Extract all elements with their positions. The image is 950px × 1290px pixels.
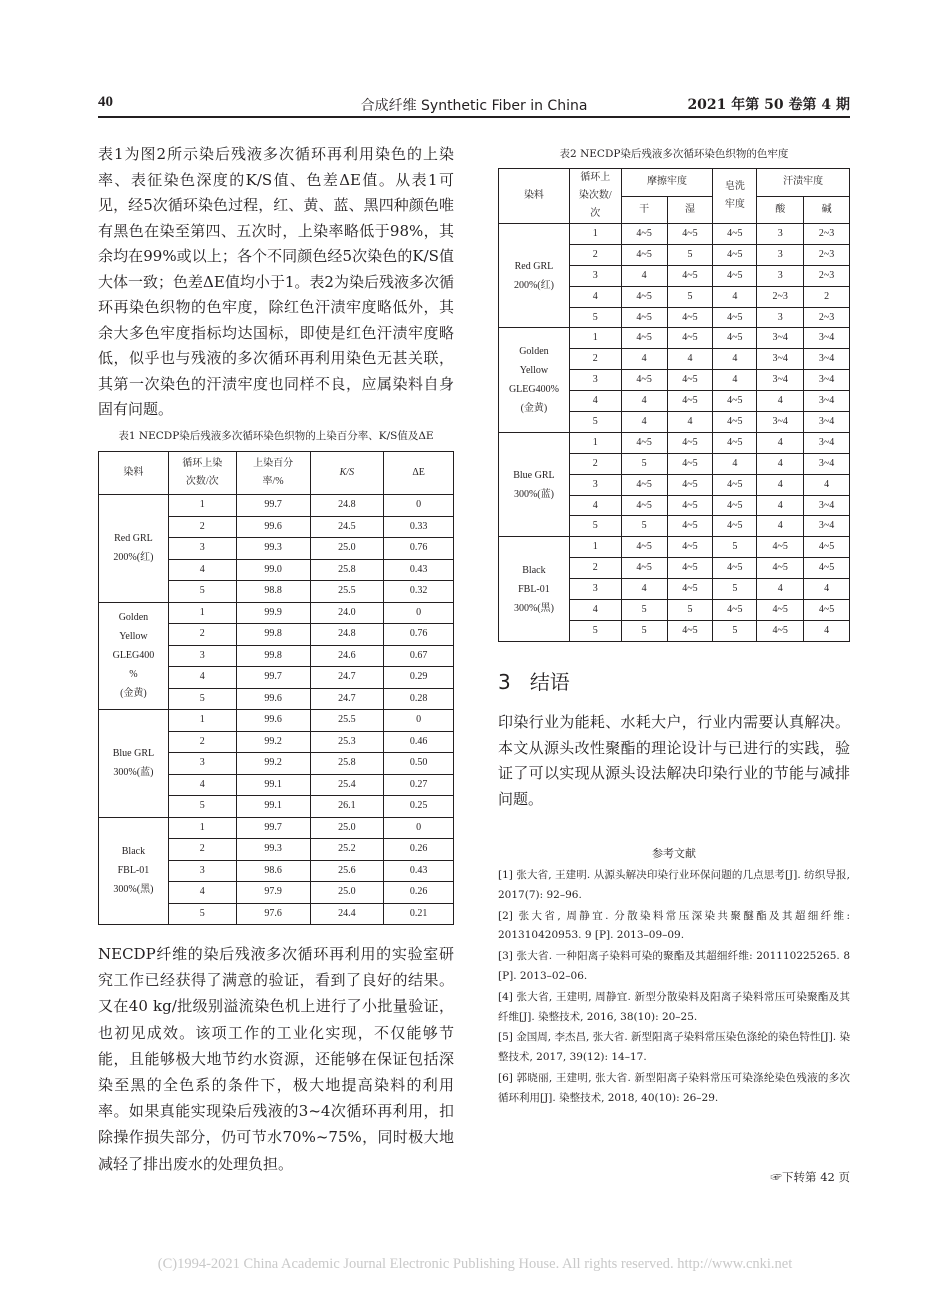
table2-dye-cell (499, 224, 570, 328)
table1-cell: 26.1 (310, 796, 384, 818)
reference-item: [3] 张大省. 一种阳离子染料可染的聚酯及其超细纤维: 201110225265. 8 [P]. 2013–02–06. (498, 950, 850, 982)
table2-cell: 4~5 (713, 432, 757, 453)
table2-cell: 4~5 (713, 558, 757, 579)
table1-cell: 25.0 (310, 817, 384, 839)
table2-cell: 5 (569, 620, 621, 641)
table1-cell: 99.0 (236, 559, 310, 581)
table2-cell: 4~5 (621, 328, 667, 349)
table1-header-dye: 染料 (99, 452, 169, 495)
table1-row (99, 495, 454, 517)
table1-cell: 0.50 (384, 753, 454, 775)
table2-cell: 4 (621, 412, 667, 433)
table1-cell: 99.1 (236, 774, 310, 796)
table2-cell: 4~5 (713, 224, 757, 245)
table1-header-row (99, 452, 454, 495)
table2-header-dye: 染料 (499, 169, 570, 224)
table1-cell: 98.8 (236, 581, 310, 603)
table1-dye-line: (金黄) (120, 688, 147, 700)
table1-cell: 0.25 (384, 796, 454, 818)
table2-header-rub-wet: 湿 (667, 196, 713, 224)
table2-cell: 4 (757, 391, 804, 412)
table2-cell: 4~5 (757, 558, 804, 579)
table2-header-cycle: 循环上染次数/次 (569, 169, 621, 224)
table1-cell: 99.2 (236, 753, 310, 775)
paragraph-industrial-verification: NECDP纤维的染后残液多次循环再利用的实验室研究工作已经获得了满意的验证，看到了良好的结果。又在40 kg/批级别溢流染色机上进行了小批量验证，也初见成效。该项工作的工业化实现，不仅能够节能，且能够极大地节约水资源，还能够在保证包括深染至黑的全色系的条件下，极大地提高染料的利用率。如果真能实现染后残液的3~4次循环再利用，扣除操作损失部分，仍可节水70%~75%，同时极大地减轻了排出废水的处理负担。 (98, 945, 454, 1173)
table2-cell: 1 (569, 328, 621, 349)
header-rule (98, 116, 850, 118)
table1-cell: 3 (168, 753, 236, 775)
table1-caption: 表1 NECDP染后残液多次循环染色织物的上染百分率、K/S值及ΔE (118, 430, 434, 442)
table1-row (99, 710, 454, 732)
table2-cell: 1 (569, 537, 621, 558)
reference-item: [6] 郭晓丽, 王建明, 张大省. 新型阳离子染料常压可染涤纶染色残液的多次循环利用[J]. 染整技术, 2018, 40(10): 26–29. (498, 1071, 850, 1104)
table2-dye-cell (499, 328, 570, 432)
table2-cell: 4 (804, 474, 850, 495)
table1-cell: 0.26 (384, 882, 454, 904)
table2-cell: 3 (757, 265, 804, 286)
table1-cell: 25.6 (310, 860, 384, 882)
references-title: 参考文献 (652, 847, 696, 860)
table2-dye-cell (499, 537, 570, 641)
table1-dye-line: Red GRL (114, 533, 153, 545)
table1-cell: 0 (384, 710, 454, 732)
table2-cell: 3~4 (804, 412, 850, 433)
table1-cell: 0.43 (384, 559, 454, 581)
table1-cell: 0.76 (384, 624, 454, 646)
table1-cell: 24.8 (310, 624, 384, 646)
table1-cell: 99.6 (236, 688, 310, 710)
table2-cell: 4~5 (713, 307, 757, 328)
section-heading (498, 666, 570, 695)
table2-cell: 4~5 (713, 244, 757, 265)
table2-cell: 4 (757, 453, 804, 474)
table2-row (499, 224, 850, 245)
table1-cell: 99.1 (236, 796, 310, 818)
table2-cell: 3~4 (804, 453, 850, 474)
table2-cell: 3 (569, 474, 621, 495)
issue-info: 2021 年第 50 卷第 4 期 (687, 97, 850, 113)
table1-cell: 99.7 (236, 817, 310, 839)
table2-dye-line: Golden (519, 346, 549, 358)
table1-cell: 25.5 (310, 710, 384, 732)
table1-header-ks: K/S (310, 452, 384, 495)
reference-item: [4] 张大省, 王建明, 周静宜. 新型分散染料及阳离子染料常压可染聚酯及其纤维[J]. 染整技术, 2016, 38(10): 20–25. (498, 990, 850, 1023)
table2-cell: 5 (621, 453, 667, 474)
table2-cell: 4~5 (621, 286, 667, 307)
table1-cell: 5 (168, 903, 236, 925)
page-number: 40 (98, 94, 113, 110)
table1-cell: 2 (168, 839, 236, 861)
table2-cell: 4 (757, 474, 804, 495)
table2-cell: 3~4 (804, 349, 850, 370)
table1-dye-line: FBL-01 (117, 865, 150, 877)
table1-cell: 2 (168, 624, 236, 646)
table1-cell: 99.7 (236, 495, 310, 517)
table2-cell: 5 (713, 620, 757, 641)
table1-dye-line: 200%(红) (113, 552, 154, 564)
table1-cell: 4 (168, 559, 236, 581)
table2-cell: 3 (569, 370, 621, 391)
table1-header-uptake: 上染百分率/% (236, 452, 310, 495)
table1-cell: 25.5 (310, 581, 384, 603)
table2-dye-line: Yellow (519, 365, 549, 377)
table2-cell: 4 (713, 349, 757, 370)
table1-dye-cell (99, 495, 169, 603)
table1-cell: 99.3 (236, 538, 310, 560)
table2-dye-line: 300%(蓝) (513, 488, 554, 500)
table2 (498, 168, 850, 642)
table1-dye-line: GLEG400 (112, 650, 155, 662)
table2-cell: 5 (621, 516, 667, 537)
table2-dye-cell (499, 432, 570, 536)
table1-cell: 24.4 (310, 903, 384, 925)
table2-cell: 4~5 (713, 328, 757, 349)
table2-cell: 4 (757, 432, 804, 453)
table2-cell: 2 (569, 349, 621, 370)
table2-cell: 4~5 (667, 432, 713, 453)
table1-cell: 5 (168, 688, 236, 710)
table2-cell: 4~5 (713, 516, 757, 537)
table2-cell: 3~4 (804, 432, 850, 453)
table2-cell: 5 (667, 600, 713, 621)
table2-cell: 4~5 (621, 244, 667, 265)
table2-cell: 5 (621, 620, 667, 641)
table2-cell: 4~5 (713, 474, 757, 495)
table2-cell: 5 (569, 412, 621, 433)
table1-cell: 24.0 (310, 602, 384, 624)
table1-dye-cell (99, 602, 169, 710)
table2-cell: 4~5 (621, 537, 667, 558)
table2-cell: 4 (621, 349, 667, 370)
section-number: 3 (498, 670, 511, 694)
table2-cell: 4~5 (667, 558, 713, 579)
reference-item: [5] 金国周, 李杰昌, 张大省. 新型阳离子染料常压染色涤纶的染色特性[J]. 染整技术, 2017, 39(12): 14–17. (498, 1031, 850, 1064)
table1-cell: 25.4 (310, 774, 384, 796)
table2-cell: 4~5 (804, 558, 850, 579)
table2-cell: 3~4 (804, 391, 850, 412)
table2-row (499, 537, 850, 558)
table1-cell: 24.7 (310, 667, 384, 689)
table1-cell: 0.76 (384, 538, 454, 560)
reference-item: [1] 张大省, 王建明. 从源头解决印染行业环保问题的几点思考[J]. 纺织导报, 2017(7): 92–96. (498, 869, 850, 901)
table2-cell: 2 (569, 244, 621, 265)
table1-dye-line: 300%(黑) (113, 884, 154, 896)
table2-cell: 3~4 (804, 328, 850, 349)
table1-cell: 99.7 (236, 667, 310, 689)
table2-cell: 4~5 (804, 600, 850, 621)
section-title: 结语 (529, 670, 570, 694)
table1-dye-cell (99, 817, 169, 925)
table2-cell: 3~4 (757, 349, 804, 370)
table2-dye-line: Red GRL (514, 260, 554, 272)
table1-cell: 0.29 (384, 667, 454, 689)
running-header (98, 94, 850, 114)
table2-cell: 4~5 (667, 370, 713, 391)
table2-cell: 4 (569, 286, 621, 307)
table2-header-sweat-alkali: 碱 (804, 196, 850, 224)
table2-cell: 4 (621, 391, 667, 412)
table2-cell: 3 (757, 307, 804, 328)
table1-cell: 25.0 (310, 882, 384, 904)
table2-row (499, 432, 850, 453)
table2-row (499, 328, 850, 349)
table2-cell: 4~5 (804, 537, 850, 558)
table1-dye-line: Blue GRL (112, 748, 155, 760)
table2-cell: 4~5 (621, 370, 667, 391)
table2-cell: 5 (621, 600, 667, 621)
table1-cell: 0.67 (384, 645, 454, 667)
table1-cell: 97.6 (236, 903, 310, 925)
table2-cell: 3~4 (757, 370, 804, 391)
table2-cell: 1 (569, 432, 621, 453)
table1-cell: 2 (168, 731, 236, 753)
table2-cell: 3 (569, 579, 621, 600)
table2-cell: 4~5 (621, 474, 667, 495)
table2-cell: 4 (757, 579, 804, 600)
table2-cell: 4 (569, 600, 621, 621)
table2-cell: 4~5 (713, 391, 757, 412)
table1-cell: 97.9 (236, 882, 310, 904)
table1-cell: 5 (168, 581, 236, 603)
table2-dye-line: 200%(红) (513, 279, 554, 291)
table1-cell: 0.43 (384, 860, 454, 882)
table2-cell: 4 (667, 412, 713, 433)
table1-cell: 99.9 (236, 602, 310, 624)
table1-header-delta-e: ΔE (384, 452, 454, 495)
table2-cell: 4~5 (621, 224, 667, 245)
table1-dye-line: % (129, 669, 138, 681)
table2-cell: 4 (757, 516, 804, 537)
table1-cell: 25.2 (310, 839, 384, 861)
table1-cell: 4 (168, 882, 236, 904)
table1-cell: 3 (168, 645, 236, 667)
table2-cell: 3~4 (804, 370, 850, 391)
journal-title: 合成纤维 Synthetic Fiber in China (360, 98, 588, 114)
table2-cell: 5 (569, 516, 621, 537)
table2-header-rub-dry: 干 (621, 196, 667, 224)
table2-cell: 4~5 (621, 558, 667, 579)
table2-cell: 4~5 (713, 495, 757, 516)
table1 (98, 451, 454, 925)
table1-cell: 0.26 (384, 839, 454, 861)
table2-cell: 4 (667, 349, 713, 370)
table2-cell: 4 (621, 265, 667, 286)
paragraph-table-discussion: 表1为图2所示染后残液多次循环再利用染色的上染率、表征染色深度的K/S值、色差ΔE值。从表1可见，经5次循环染色过程，红、黄、蓝、黑四种颜色唯有黑色在染至第四、五次时，上染率略低于98%，其余均在99%或以上；各个不同颜色经5次染色的K/S值大体一致；色差ΔE值均小于1。表2为染后残液多次循环再染色织物的色牢度，除红色汗渍牢度略低外，其余大多色牢度指标均达国标，即使是红色汗渍牢度略低，似乎也与残液的多次循环再利用染色无甚关联，其第一次染色的汗渍牢度也同样不良，应属染料自身固有问题。 (98, 145, 454, 418)
table2-header-wash: 皂洗牢度 (713, 169, 757, 224)
paragraph-conclusion: 印染行业为能耗、水耗大户，行业内需要认真解决。本文从源头改性聚酯的理论设计与已进行的实践，验证了可以实现从源头设法解决印染行业的节能与减排问题。 (498, 713, 850, 808)
table2-dye-line: GLEG400% (508, 384, 559, 396)
table2-cell: 4 (713, 453, 757, 474)
table2-cell: 4~5 (667, 391, 713, 412)
table2-cell: 4~5 (667, 537, 713, 558)
table1-cell: 1 (168, 495, 236, 517)
table1-dye-line: Golden (118, 612, 149, 624)
table1-cell: 0.21 (384, 903, 454, 925)
table2-cell: 4 (569, 495, 621, 516)
table2-cell: 3~4 (757, 328, 804, 349)
table2-cell: 2~3 (804, 244, 850, 265)
table1-cell: 5 (168, 796, 236, 818)
table2-cell: 3~4 (757, 412, 804, 433)
table1-cell: 25.8 (310, 753, 384, 775)
table2-cell: 3~4 (804, 495, 850, 516)
table1-cell: 98.6 (236, 860, 310, 882)
table1-cell: 99.8 (236, 645, 310, 667)
table2-cell: 2 (804, 286, 850, 307)
table2-cell: 3 (569, 265, 621, 286)
reference-item: [2] 张大省, 周静宜. 分散染料常压深染共聚醚酯及其超细纤维: 201310420953. 9 [P]. 2013–09–09. (498, 909, 850, 942)
table1-cell: 0.28 (384, 688, 454, 710)
table1-cell: 0 (384, 495, 454, 517)
table1-cell: 0.32 (384, 581, 454, 603)
table2-cell: 4~5 (667, 265, 713, 286)
table2-cell: 3 (757, 224, 804, 245)
table2-cell: 4~5 (621, 307, 667, 328)
table2-dye-line: FBL-01 (518, 583, 550, 595)
table1-cell: 24.8 (310, 495, 384, 517)
table2-cell: 3 (757, 244, 804, 265)
table2-cell: 4 (713, 286, 757, 307)
table2-cell: 4~5 (667, 453, 713, 474)
continued-note: ☞下转第 42 页 (770, 1170, 850, 1184)
table2-cell: 4 (804, 579, 850, 600)
table1-cell: 24.5 (310, 516, 384, 538)
table2-cell: 4~5 (713, 265, 757, 286)
table2-cell: 3~4 (804, 516, 850, 537)
table2-cell: 2 (569, 558, 621, 579)
table2-header-rub: 摩擦牢度 (621, 169, 713, 197)
references-list (498, 866, 850, 1110)
table1-row (99, 602, 454, 624)
table2-cell: 2~3 (804, 265, 850, 286)
table1-cell: 24.6 (310, 645, 384, 667)
table1-dye-line: Black (121, 846, 146, 858)
table1-cell: 3 (168, 538, 236, 560)
table2-cell: 4~5 (667, 620, 713, 641)
table1-cell: 99.6 (236, 710, 310, 732)
table2-cell: 2~3 (804, 307, 850, 328)
table2-dye-line: (金黄) (520, 403, 548, 415)
table2-cell: 4~5 (667, 224, 713, 245)
table2-dye-line: Blue GRL (513, 469, 555, 481)
table1-cell: 4 (168, 667, 236, 689)
table2-cell: 5 (713, 537, 757, 558)
table2-cell: 4 (569, 391, 621, 412)
table1-cell: 25.0 (310, 538, 384, 560)
table2-cell: 4 (804, 620, 850, 641)
table2-cell: 4~5 (757, 537, 804, 558)
table2-cell: 5 (713, 579, 757, 600)
table2-caption: 表2 NECDP染后残液多次循环染色织物的色牢度 (559, 148, 789, 160)
table2-cell: 5 (667, 286, 713, 307)
table2-cell: 4~5 (667, 474, 713, 495)
table2-cell: 4~5 (713, 600, 757, 621)
table2-cell: 2~3 (804, 224, 850, 245)
table2-cell: 4~5 (667, 516, 713, 537)
table1-cell: 99.6 (236, 516, 310, 538)
table1-cell: 1 (168, 602, 236, 624)
table1-cell: 24.7 (310, 688, 384, 710)
table1-header-cycle: 循环上染次数/次 (168, 452, 236, 495)
table2-dye-line: 300%(黑) (513, 602, 554, 614)
table1-cell: 0 (384, 602, 454, 624)
table2-header-row-1 (499, 169, 850, 197)
table1-cell: 0.33 (384, 516, 454, 538)
table1-cell: 99.3 (236, 839, 310, 861)
table2-cell: 4~5 (713, 412, 757, 433)
table2-cell: 4~5 (621, 432, 667, 453)
table1-cell: 4 (168, 774, 236, 796)
table2-cell: 4 (713, 370, 757, 391)
table1-cell: 25.8 (310, 559, 384, 581)
table2-header-sweat-acid: 酸 (757, 196, 804, 224)
table2-cell: 4~5 (757, 620, 804, 641)
table2-cell: 2 (569, 453, 621, 474)
table2-cell: 1 (569, 224, 621, 245)
table2-dye-line: Black (522, 564, 546, 576)
table1-row (99, 817, 454, 839)
table1-cell: 1 (168, 710, 236, 732)
table1-cell: 0.46 (384, 731, 454, 753)
table2-cell: 2~3 (757, 286, 804, 307)
table2-cell: 4 (757, 495, 804, 516)
table2-cell: 4~5 (621, 495, 667, 516)
table1-cell: 1 (168, 817, 236, 839)
table1-dye-cell (99, 710, 169, 818)
table1-dye-line: 300%(蓝) (113, 767, 154, 779)
table1-cell: 99.8 (236, 624, 310, 646)
table2-cell: 4~5 (757, 600, 804, 621)
table1-dye-line: Yellow (119, 631, 148, 643)
table1-cell: 99.2 (236, 731, 310, 753)
table2-cell: 4~5 (667, 328, 713, 349)
table2-cell: 4~5 (667, 307, 713, 328)
table2-cell: 4~5 (667, 495, 713, 516)
table2-cell: 5 (667, 244, 713, 265)
copyright-footer: (C)1994-2021 China Academic Journal Electronic Publishing House. All rights reserved. http://www.cnki.net (157, 1256, 793, 1272)
table1-cell: 3 (168, 860, 236, 882)
table2-cell: 4~5 (667, 579, 713, 600)
table2-cell: 4 (621, 579, 667, 600)
table1-cell: 0.27 (384, 774, 454, 796)
table2-cell: 5 (569, 307, 621, 328)
table1-cell: 2 (168, 516, 236, 538)
table1-cell: 0 (384, 817, 454, 839)
table1-cell: 25.3 (310, 731, 384, 753)
table2-header-sweat: 汗渍牢度 (757, 169, 850, 197)
